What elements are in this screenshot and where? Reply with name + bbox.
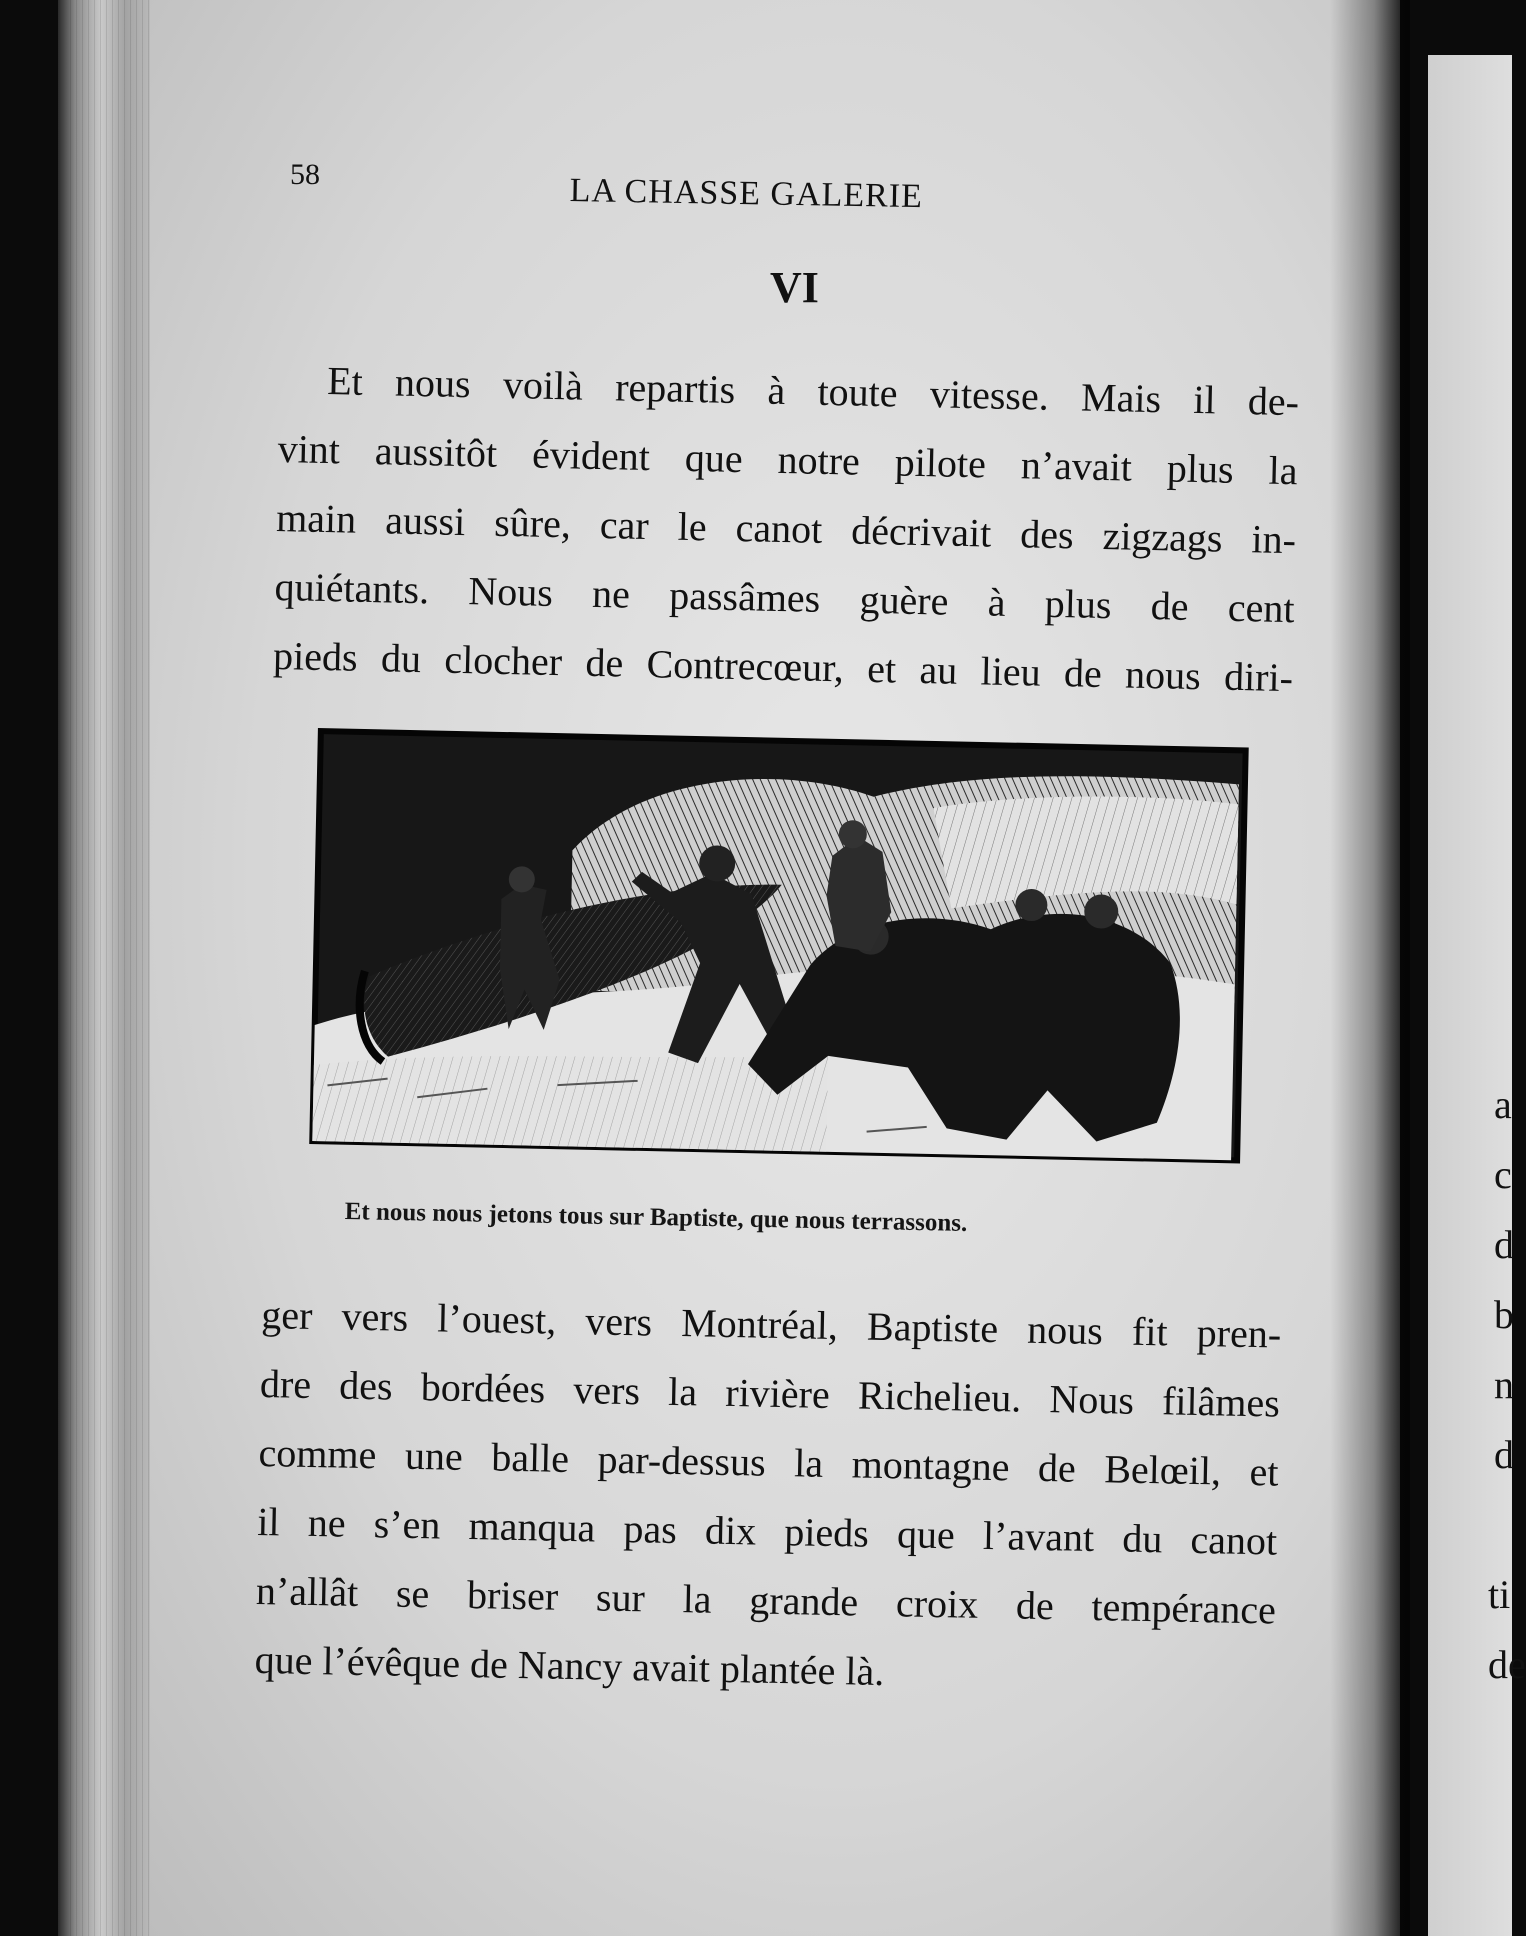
- page-number: 58: [290, 158, 320, 191]
- facing-page-fragment: c: [1494, 1152, 1512, 1197]
- text-line: comme une balle par-dessus la montagne de Belœil, et: [258, 1429, 1279, 1495]
- text-line: ger vers l’ouest, vers Montréal, Baptiste nous fit pren-: [260, 1291, 1282, 1357]
- text-line: pieds du clocher de Contrecœur, et au lieu de nous diri-: [272, 632, 1294, 701]
- facing-page-fragment: b: [1494, 1292, 1514, 1337]
- chapter-number: VI: [770, 263, 819, 312]
- facing-page-fragment: n: [1494, 1362, 1514, 1407]
- text-line: quiétants. Nous ne passâmes guère à plus de cent: [274, 563, 1295, 632]
- paragraph-top: [272, 345, 1299, 712]
- facing-page-fragment: d: [1494, 1432, 1514, 1477]
- facing-page-fragment: d: [1494, 1222, 1514, 1267]
- text-line: n’allât se briser sur la grande croix de tempérance: [255, 1567, 1277, 1633]
- text-line: vint aussitôt évident que notre pilote n’avait plus la: [277, 425, 1298, 494]
- text-line: main aussi sûre, car le canot décrivait des zigzags in-: [275, 494, 1297, 563]
- illustration-caption: Et nous nous jetons tous sur Baptiste, que nous terrassons.: [344, 1198, 968, 1237]
- text-line: dre des bordées vers la rivière Richelieu. Nous filâmes: [259, 1360, 1281, 1426]
- facing-page-fragment: de: [1488, 1642, 1526, 1687]
- page-stack-lines: [70, 0, 150, 1936]
- facing-page-fragment: ti: [1488, 1572, 1511, 1617]
- facing-page-sliver: [1428, 55, 1526, 1936]
- running-head: LA CHASSE GALERIE: [569, 172, 924, 216]
- text-line: il ne s’en manqua pas dix pieds que l’avant du canot: [256, 1498, 1278, 1564]
- text-line: Et nous voilà repartis à toute vitesse. Mais il de-: [326, 358, 1300, 425]
- facing-page-fragment: a: [1494, 1082, 1512, 1127]
- text-line: que l’évêque de Nancy avait plantée là.: [254, 1636, 885, 1695]
- engraving-illustration: [305, 725, 1255, 1215]
- paragraph-bottom: [254, 1280, 1282, 1714]
- book-gutter-shadow: [1330, 0, 1410, 1936]
